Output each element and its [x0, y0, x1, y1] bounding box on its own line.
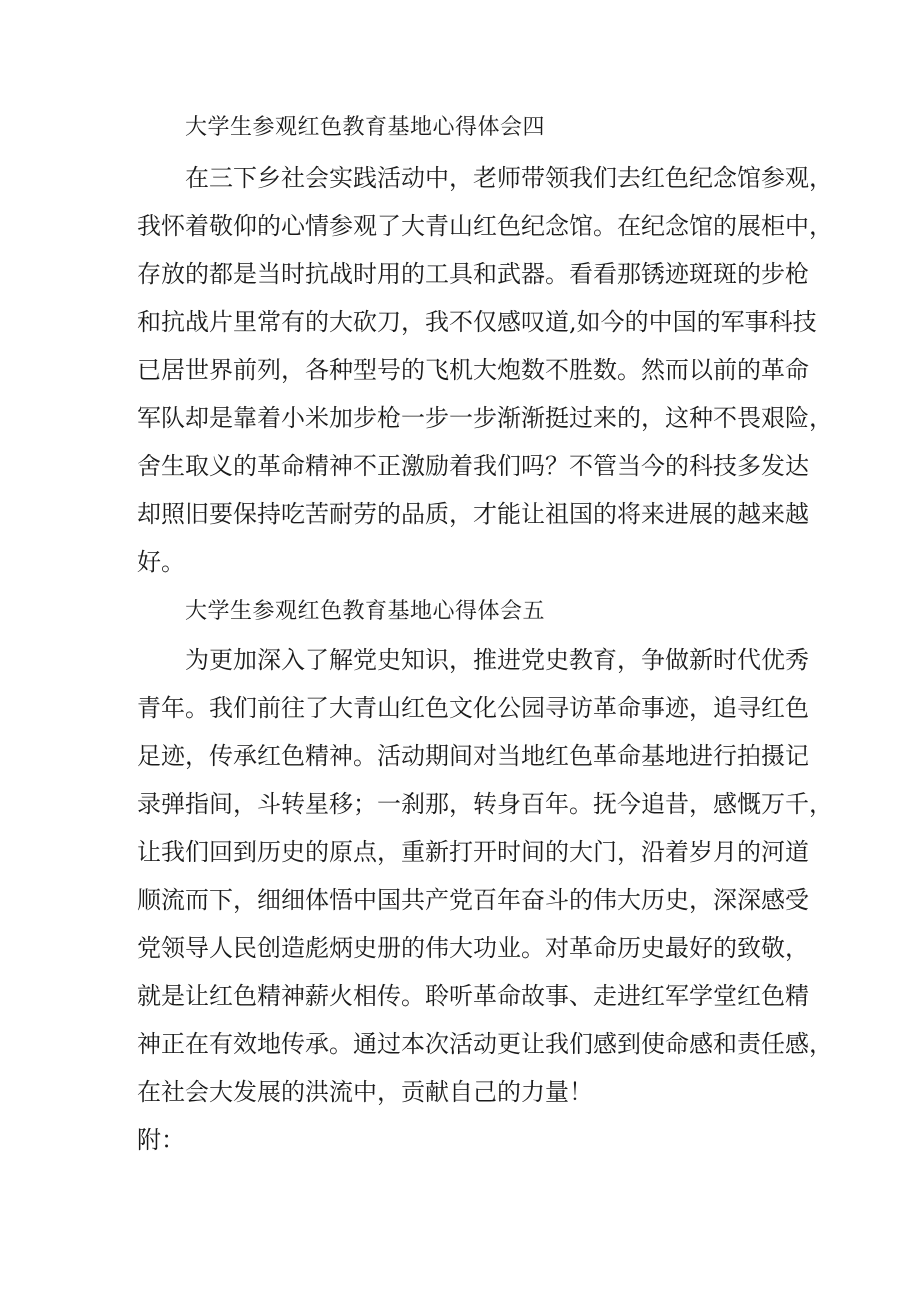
- section4-line: 在三下乡社会实践活动中，老师带领我们去红色纪念馆参观，: [185, 164, 833, 192]
- section4-line: 我怀着敬仰的心情参观了大青山红色纪念馆。在纪念馆的展柜中，: [137, 212, 833, 240]
- section5-line: 党领导人民创造彪炳史册的伟大功业。对革命历史最好的致敬，: [137, 934, 809, 962]
- section5-line: 青年。我们前往了大青山红色文化公园寻访革命事迹，追寻红色: [137, 694, 809, 722]
- section4-line: 却照旧要保持吃苦耐劳的品质，才能让祖国的将来进展的越来越: [137, 500, 809, 528]
- section4-line: 存放的都是当时抗战时用的工具和武器。看看那锈迹斑斑的步枪: [137, 260, 809, 288]
- section4-line: 舍生取义的革命精神不正激励着我们吗？不管当今的科技多发达: [137, 452, 809, 480]
- section5-line: 在社会大发展的洪流中，贡献自己的力量！: [137, 1078, 593, 1106]
- section5-line: 神正在有效地传承。通过本次活动更让我们感到使命感和责任感，: [137, 1030, 833, 1058]
- section5-line: 为更加深入了解党史知识，推进党史教育，争做新时代优秀: [185, 646, 809, 674]
- appendix-label: 附：: [137, 1126, 185, 1154]
- section4-line: 和抗战片里常有的大砍刀，我不仅感叹道,如今的中国的军事科技: [137, 308, 817, 336]
- section5-line: 顺流而下，细细体悟中国共产党百年奋斗的伟大历史，深深感受: [137, 886, 809, 914]
- section4-line: 好。: [137, 548, 185, 576]
- section5-line: 录弹指间，斗转星移；一刹那，转身百年。抚今追昔，感慨万千，: [137, 790, 833, 818]
- section4-line: 军队却是靠着小米加步枪一步一步渐渐挺过来的，这种不畏艰险，: [137, 404, 833, 432]
- section5-line: 让我们回到历史的原点，重新打开时间的大门，沿着岁月的河道: [137, 838, 809, 866]
- section5-line: 就是让红色精神薪火相传。聆听革命故事、走进红军学堂红色精: [137, 982, 809, 1010]
- section5-line: 足迹，传承红色精神。活动期间对当地红色革命基地进行拍摄记: [137, 742, 809, 770]
- section4-heading: 大学生参观红色教育基地心得体会四: [185, 115, 546, 140]
- section5-heading: 大学生参观红色教育基地心得体会五: [185, 599, 546, 624]
- section4-line: 已居世界前列，各种型号的飞机大炮数不胜数。然而以前的革命: [137, 356, 809, 384]
